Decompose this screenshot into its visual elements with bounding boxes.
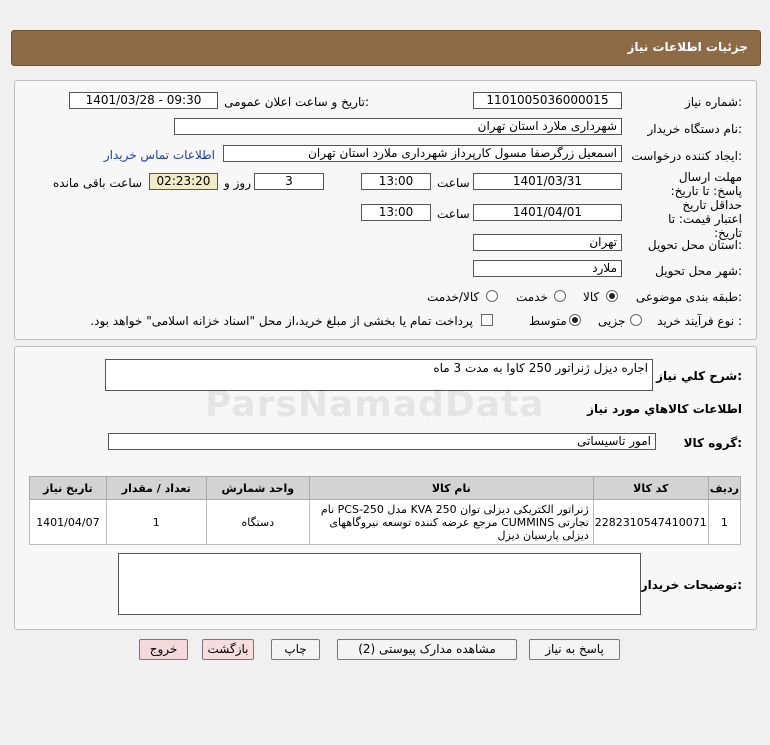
category-label: طبقه بندی موضوعی: (635, 290, 742, 304)
process-label: نوع فرآیند خرید : (657, 314, 742, 328)
col-qty-header: تعداد / مقدار (106, 477, 206, 500)
buyer-org-label: نام دستگاه خریدار: (647, 122, 742, 136)
col-row-header: ردیف (708, 477, 740, 500)
days-remaining-field: 3 (254, 173, 324, 190)
city-field: ملارد (473, 260, 622, 277)
category-both-label: کالا/خدمت (427, 290, 480, 304)
process-partial-radio[interactable] (630, 314, 642, 326)
general-desc-label: شرح کلي نياز: (656, 369, 742, 383)
need-date: 1401/04/07 (30, 500, 107, 545)
goods-unit: دستگاه (206, 500, 309, 545)
table-header-row (30, 477, 741, 500)
need-number-label: شماره نیاز: (684, 95, 742, 109)
announce-datetime-field: 1401/03/28 - 09:30 (69, 92, 218, 109)
page-title: جزئیات اطلاعات نیاز (627, 40, 748, 54)
need-number-field: 1101005036000015 (473, 92, 622, 109)
process-medium-radio[interactable] (569, 314, 581, 326)
validity-date-field: 1401/04/01 (473, 204, 622, 221)
page-header (11, 30, 761, 66)
buyer-org-field: شهرداری ملارد استان تهران (174, 118, 622, 135)
deadline-time-field: 13:00 (361, 173, 431, 190)
deadline-label: مهلت ارسال پاسخ: تا تاریخ: (670, 170, 742, 198)
treasury-payment-checkbox[interactable] (481, 314, 493, 326)
process-medium-label: متوسط (529, 314, 567, 328)
row-index: 1 (708, 500, 740, 545)
province-label: استان محل تحویل: (647, 238, 742, 252)
col-name-header: نام کالا (309, 477, 593, 500)
deadline-time-label: ساعت (437, 176, 470, 190)
remaining-time-field: 02:23:20 (149, 173, 218, 190)
category-goods-label: کالا (583, 290, 600, 304)
announce-label: تاریخ و ساعت اعلان عمومی: (224, 95, 369, 109)
requester-label: ایجاد کننده درخواست: (631, 149, 742, 163)
validity-label: حداقل تاریخ اعتبار قیمت: تا تاریخ: (668, 198, 742, 240)
reply-button[interactable]: پاسخ به نیاز (529, 639, 620, 660)
process-partial-label: جزیی (598, 314, 626, 328)
deadline-date-field: 1401/03/31 (473, 173, 622, 190)
goods-name: ژنراتور الکتریکی دیزلی توان KVA 250 مدل PCS-250 نام تجارتی CUMMINS مرجع عرضه کننده توسعه نیروگاههای دیزلی پارسیان دیزل (309, 500, 593, 545)
goods-group-field: امور تاسیساتی (108, 433, 656, 450)
goods-table (29, 476, 741, 545)
category-both-radio[interactable] (486, 290, 498, 302)
col-unit-header: واحد شمارش (206, 477, 309, 500)
province-field: تهران (473, 234, 622, 251)
col-code-header: کد کالا (593, 477, 708, 500)
category-service-radio[interactable] (554, 290, 566, 302)
goods-quantity: 1 (106, 500, 206, 545)
print-button[interactable]: چاپ (271, 639, 320, 660)
category-goods-radio[interactable] (606, 290, 618, 302)
validity-time-field: 13:00 (361, 204, 431, 221)
buyer-notes-label: توضیحات خریدار: (640, 578, 742, 592)
back-button[interactable]: بازگشت (202, 639, 254, 660)
contact-info-link[interactable]: اطلاعات تماس خریدار (103, 148, 215, 162)
city-label: شهر محل تحویل: (655, 264, 742, 278)
goods-group-label: گروه کالا: (683, 436, 742, 450)
exit-button[interactable]: خروج (139, 639, 188, 660)
remaining-label: ساعت باقی مانده (53, 176, 143, 190)
goods-code: 2282310547410071 (593, 500, 708, 545)
table-row (30, 500, 741, 545)
days-label: روز و (224, 176, 251, 190)
payment-note: پرداخت تمام یا بخشی از مبلغ خرید،از محل "اسناد خزانه اسلامی" خواهد بود. (90, 314, 473, 328)
col-date-header: تاریخ نیاز (30, 477, 107, 500)
requester-field: اسمعیل زرگرصفا مسول کارپرداز شهرداری ملارد استان تهران (223, 145, 622, 162)
category-service-label: خدمت (516, 290, 548, 304)
buyer-notes-field (118, 553, 641, 615)
goods-info-title: اطلاعات کالاهاي مورد نياز (587, 402, 742, 416)
general-desc-field: اجاره دیزل ژنراتور 250 کاوا به مدت 3 ماه (105, 359, 653, 391)
attachments-button[interactable]: مشاهده مدارک پیوستی (2) (337, 639, 517, 660)
validity-time-label: ساعت (437, 207, 470, 221)
